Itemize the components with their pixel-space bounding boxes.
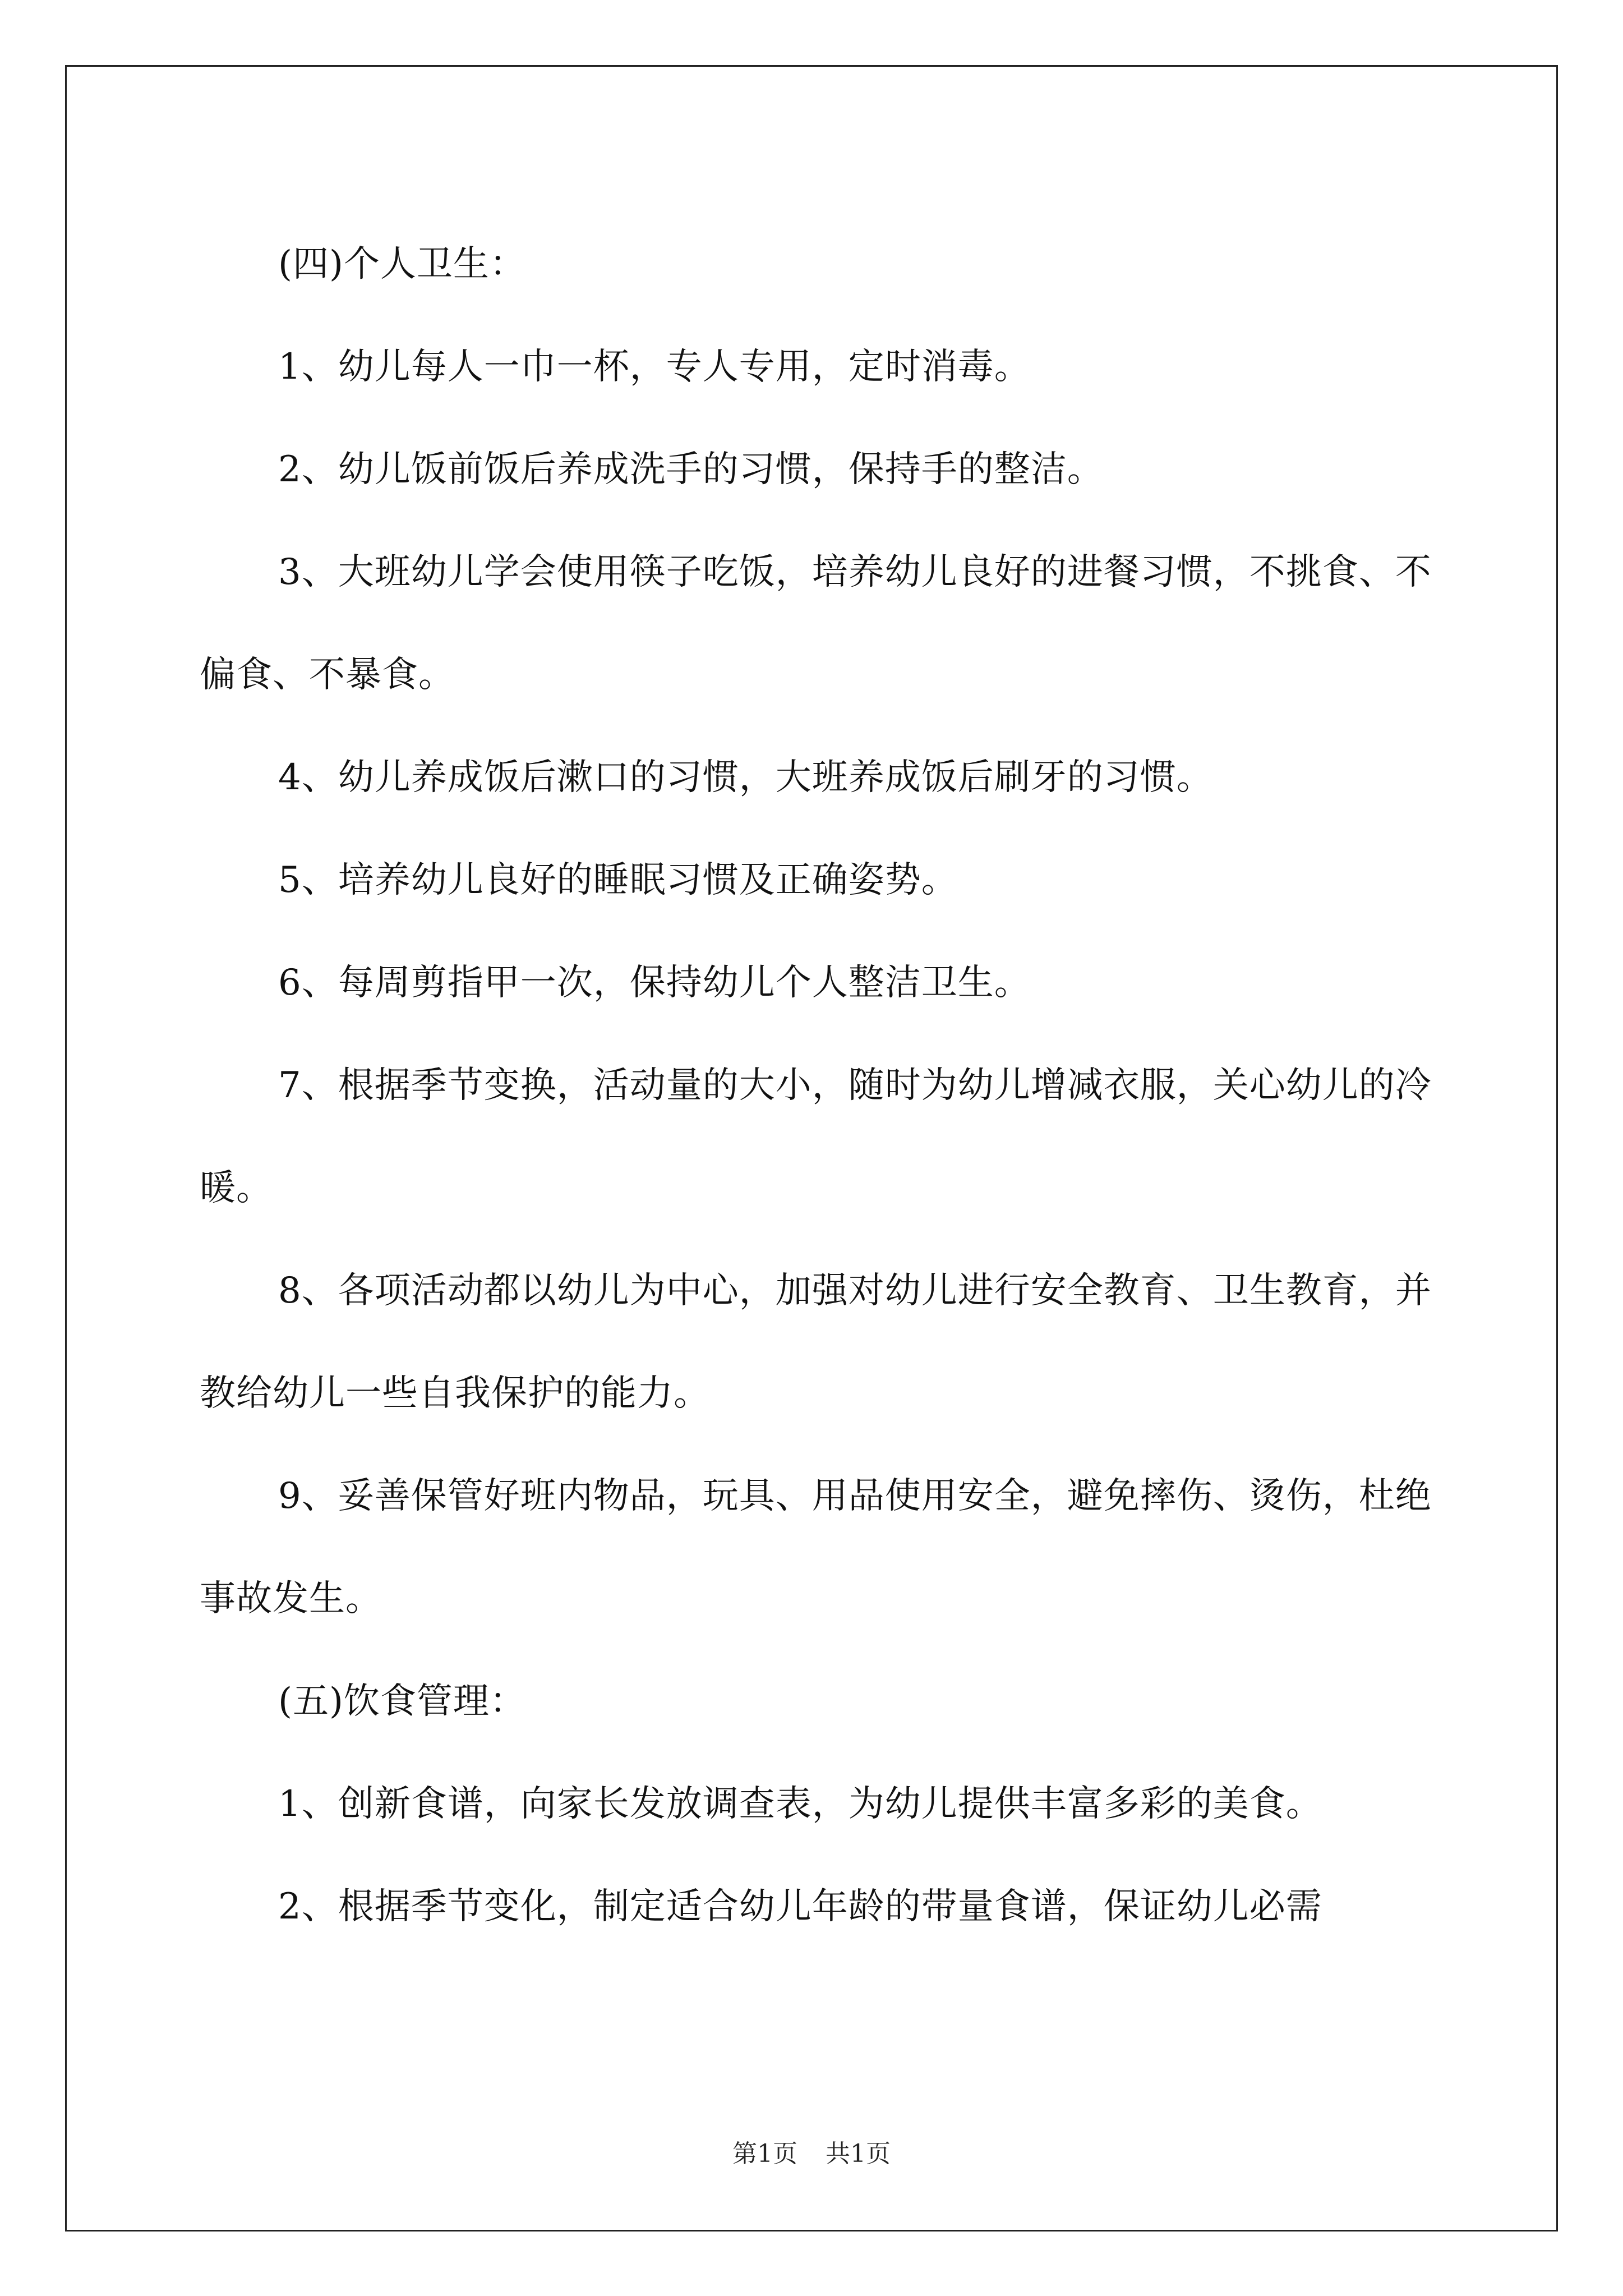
- paragraph-item: 1、创新食谱，向家长发放调查表，为幼儿提供丰富多彩的美食。: [278, 1783, 1322, 1825]
- paragraph-item: 6、每周剪指甲一次，保持幼儿个人整洁卫生。: [278, 962, 1031, 1004]
- page-number-current: 第1页: [732, 2139, 797, 2168]
- paragraph-item: 8、各项活动都以幼儿为中心，加强对幼儿进行安全教育、卫生教育，并教给幼儿一些自我保护的能力。: [200, 1270, 1432, 1414]
- paragraph-item: 2、根据季节变化，制定适合幼儿年龄的带量食谱，保证幼儿必需: [278, 1886, 1322, 1927]
- section-heading-diet-management: (五)饮食管理：: [278, 1681, 526, 1722]
- paragraph-item: 7、根据季节变换，活动量的大小，随时为幼儿增减衣服，关心幼儿的冷暖。: [200, 1065, 1432, 1209]
- paragraph-item: 2、幼儿饭前饭后养成洗手的习惯，保持手的整洁。: [278, 449, 1104, 490]
- paragraph-item: 9、妥善保管好班内物品，玩具、用品使用安全，避免摔伤、烫伤，杜绝事故发生。: [200, 1475, 1432, 1619]
- paragraph-item: 4、幼儿养成饭后漱口的习惯，大班养成饭后刷牙的习惯。: [278, 757, 1213, 798]
- section-heading-personal-hygiene: (四)个人卫生：: [278, 243, 526, 285]
- page-number-total: 共1页: [826, 2139, 891, 2168]
- paragraph-item: 5、培养幼儿良好的睡眠习惯及正确姿势。: [278, 859, 958, 901]
- paragraph-item: 1、幼儿每人一巾一杯，专人专用，定时消毒。: [278, 346, 1031, 388]
- page-footer: [0, 2137, 1623, 2171]
- document-body: [200, 213, 1440, 1958]
- paragraph-item: 3、大班幼儿学会使用筷子吃饭，培养幼儿良好的进餐习惯，不挑食、不偏食、不暴食。: [200, 551, 1432, 696]
